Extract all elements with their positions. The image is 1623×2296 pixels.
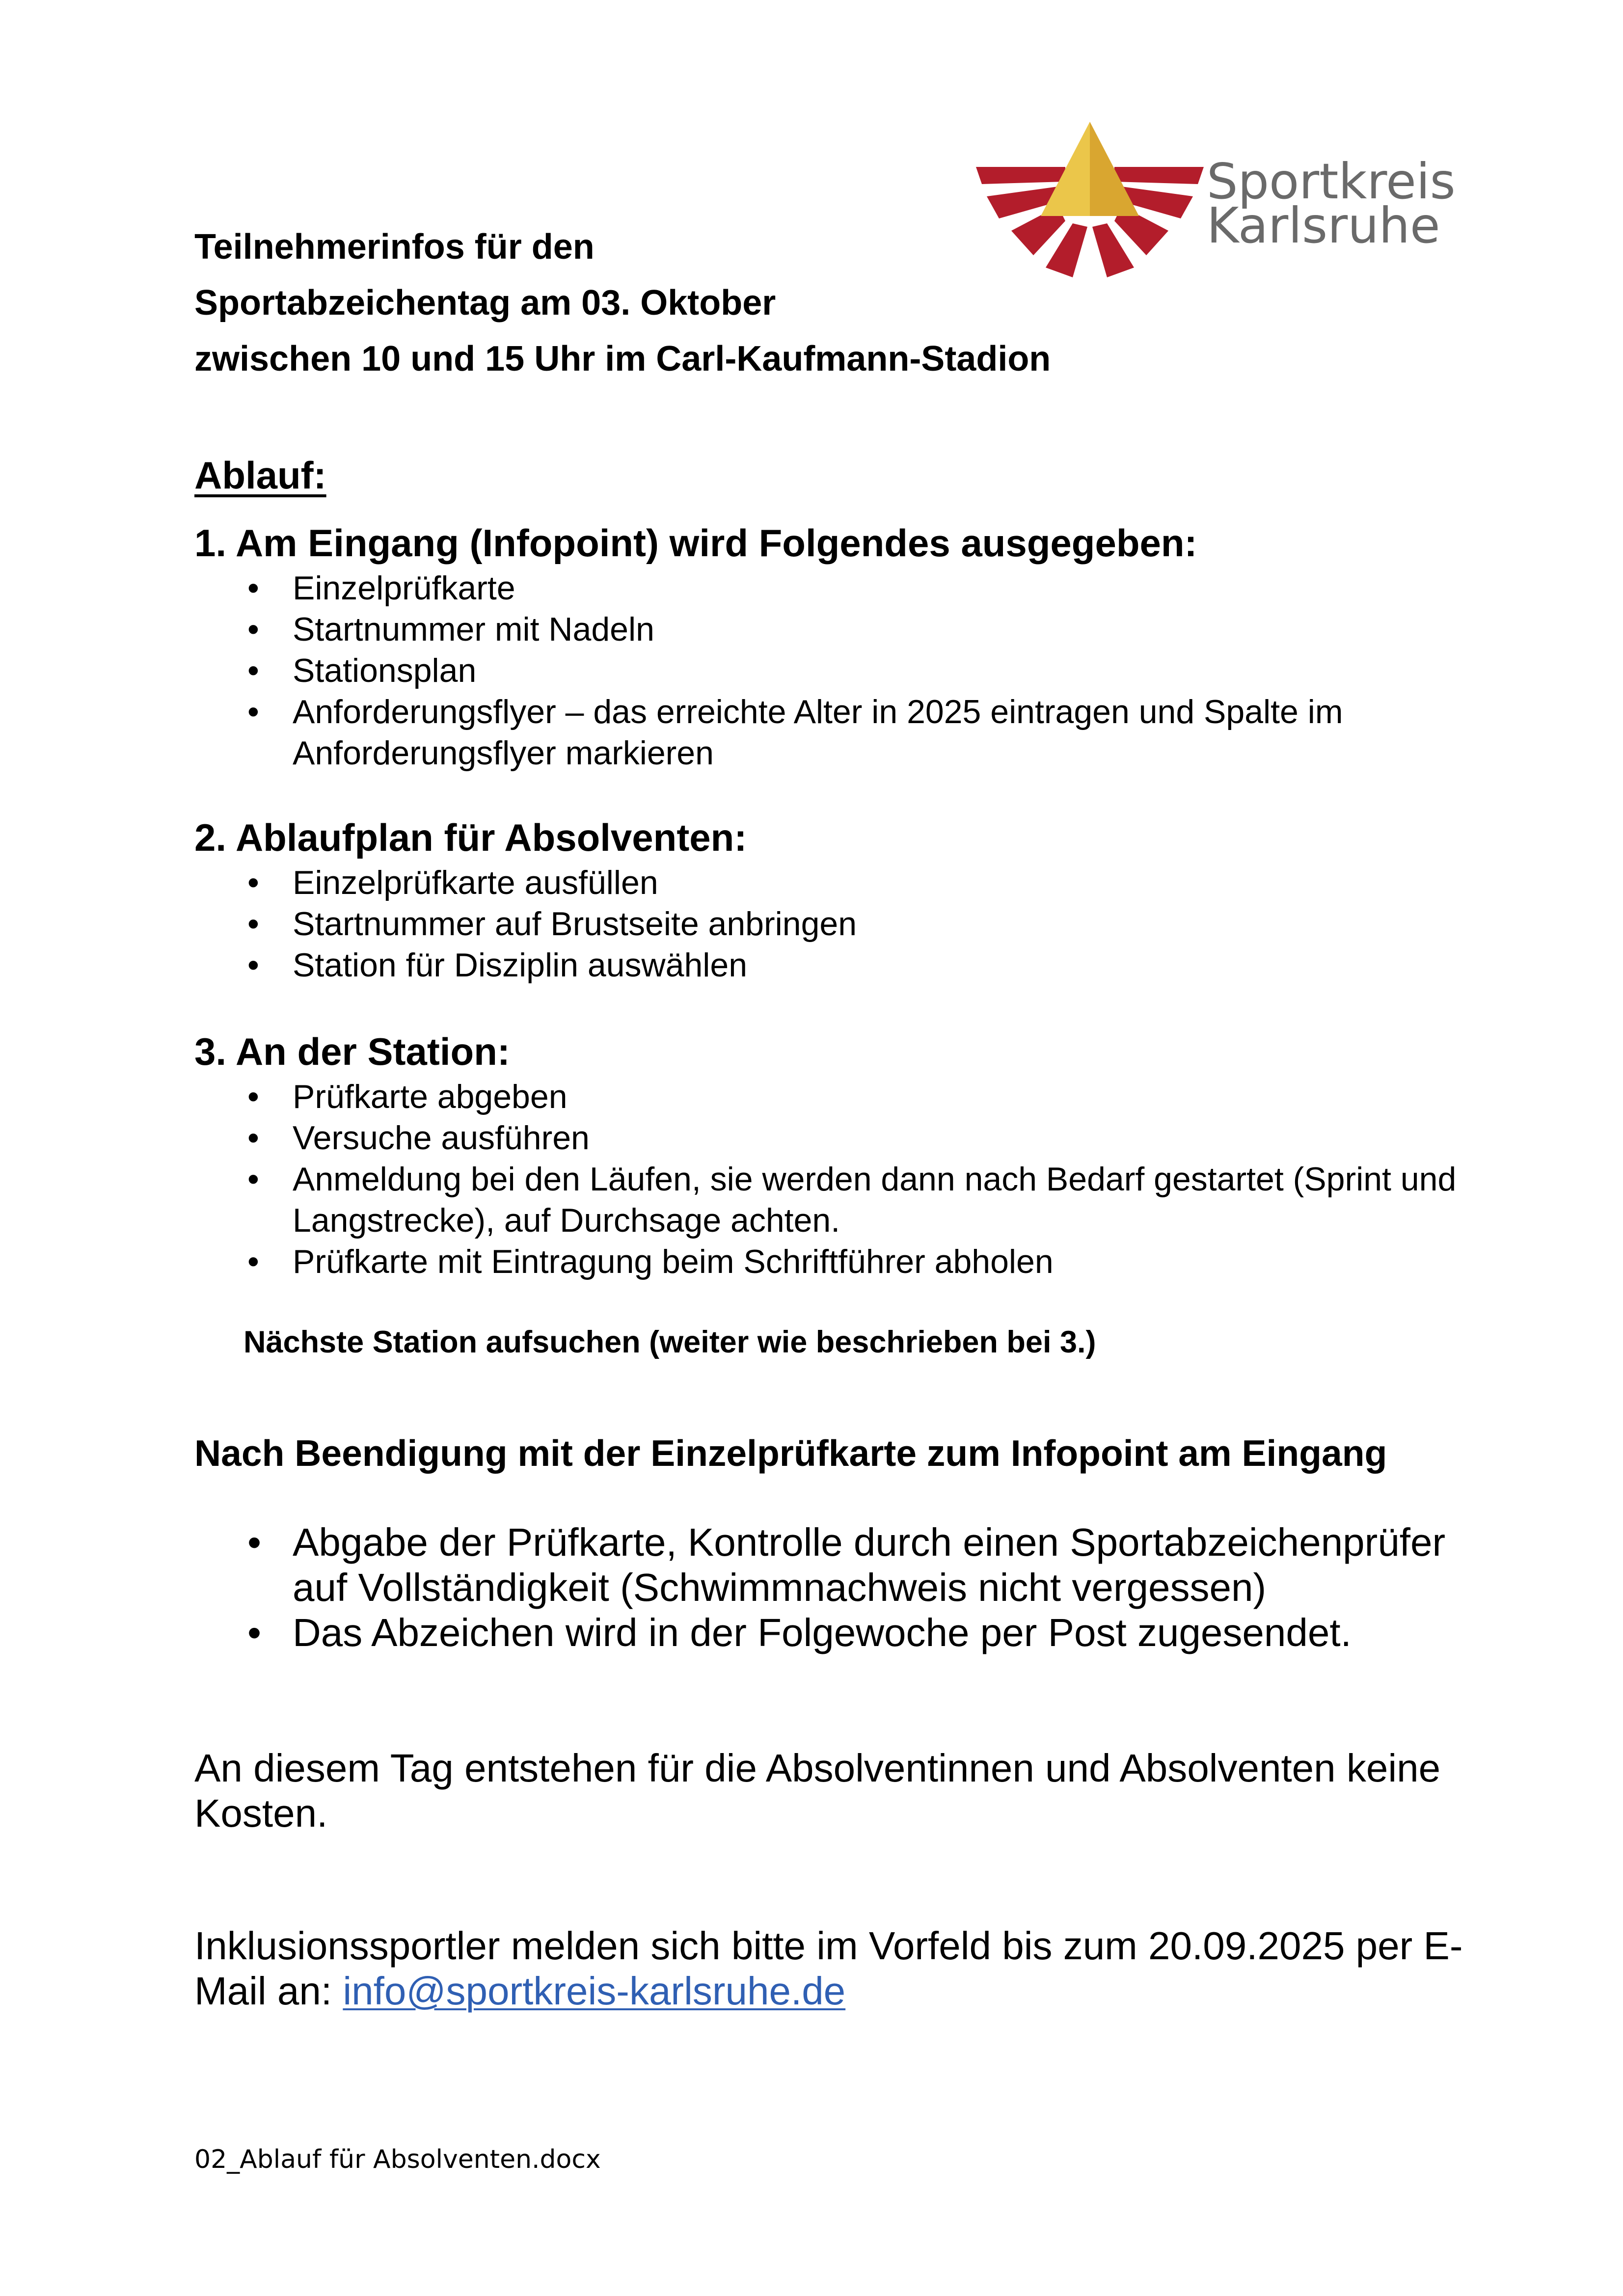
bullet-list [194,862,1471,986]
list-item-text: Prüfkarte mit Eintragung beim Schriftführer abholen [293,1243,1054,1280]
bullet-icon: • [247,1161,259,1198]
footer-filename: 02_Ablauf für Absolventen.docx [194,2145,601,2174]
list-item [194,862,1471,903]
list-item [194,1159,1471,1241]
bullet-icon: • [247,1520,262,1564]
list-item [194,903,1471,945]
list-item-text: Stationsplan [293,652,477,689]
list-item-text: Anforderungsflyer – das erreichte Alter in 2025 eintragen und Spalte im Anforderungsflyer markieren [293,693,1343,772]
list-item [194,1117,1471,1159]
list-item [194,1520,1471,1610]
list-item [194,650,1471,691]
list-item-text: Einzelprüfkarte ausfüllen [293,864,658,901]
section-station [194,1027,1471,1282]
bullet-icon: • [247,1078,259,1115]
bullet-list [194,1076,1471,1282]
logo-text-sportkreis: Sportkreis [1207,153,1456,210]
list-item-text: Das Abzeichen wird in der Folgewoche per Post zugesendet. [293,1611,1352,1654]
bullet-icon: • [247,1611,262,1654]
inclusion-text: Inklusionssportler melden sich bitte im Vorfeld bis zum 20.09.2025 per E-Mail an: [194,1924,1463,2013]
bullet-icon: • [247,864,259,901]
logo-ray [1114,167,1204,184]
list-item [194,567,1471,609]
next-station-note: Nächste Station aufsuchen (weiter wie beschrieben bei 3.) [243,1325,1096,1359]
bullet-icon: • [247,1243,259,1280]
list-item [194,1610,1471,1655]
section-heading: 2. Ablaufplan für Absolventen: [194,816,747,859]
list-item-text: Startnummer auf Brustseite anbringen [293,905,857,943]
logo-ray [976,167,1065,184]
bullet-icon: • [247,693,259,730]
bullet-icon: • [247,652,259,689]
list-item-text: Einzelprüfkarte [293,569,515,607]
email-link[interactable]: info@sportkreis-karlsruhe.de [343,1969,846,2013]
bullet-icon: • [247,1119,259,1157]
logo-text-karlsruhe: Karlsruhe [1207,197,1440,254]
list-item [194,1076,1471,1117]
section-ablaufplan [194,813,1471,986]
ablauf-heading: Ablauf: [194,454,326,497]
list-item-text: Versuche ausführen [293,1119,590,1157]
bullet-icon: • [247,611,259,648]
bullet-icon: • [247,946,259,984]
list-item-text: Startnummer mit Nadeln [293,611,654,648]
section-infopoint [194,518,1471,774]
section-heading: 1. Am Eingang (Infopoint) wird Folgendes ausgegeben: [194,521,1197,565]
bullet-icon: • [247,569,259,607]
list-item-text: Abgabe der Prüfkarte, Kontrolle durch einen Sportabzeichenprüfer auf Vollständigkeit (Schwimmnachweis nicht vergessen) [293,1520,1446,1609]
title-line: zwischen 10 und 15 Uhr im Carl-Kaufmann-Stadion [194,339,1051,378]
list-item-text: Anmeldung bei den Läufen, sie werden dann nach Bedarf gestartet (Sprint und Langstrecke), auf Durchsage achten. [293,1161,1457,1239]
bullet-icon: • [247,905,259,943]
bullet-list [194,567,1471,774]
list-item-text: Station für Disziplin auswählen [293,946,748,984]
list-item [194,1241,1471,1282]
title-line: Teilnehmerinfos für den [194,227,595,267]
inclusion-paragraph [194,1923,1471,2014]
cost-paragraph: An diesem Tag entstehen für die Absolventinnen und Absolventen keine Kosten. [194,1746,1441,1835]
title-line: Sportabzeichentag am 03. Oktober [194,283,776,323]
list-item-text: Prüfkarte abgeben [293,1078,568,1115]
document-title [194,219,1051,387]
completion-heading: Nach Beendigung mit der Einzelprüfkarte zum Infopoint am Eingang [194,1432,1387,1474]
list-item [194,691,1471,774]
completion-list [194,1520,1471,1655]
list-item [194,945,1471,986]
list-item [194,609,1471,650]
section-heading: 3. An der Station: [194,1030,510,1073]
